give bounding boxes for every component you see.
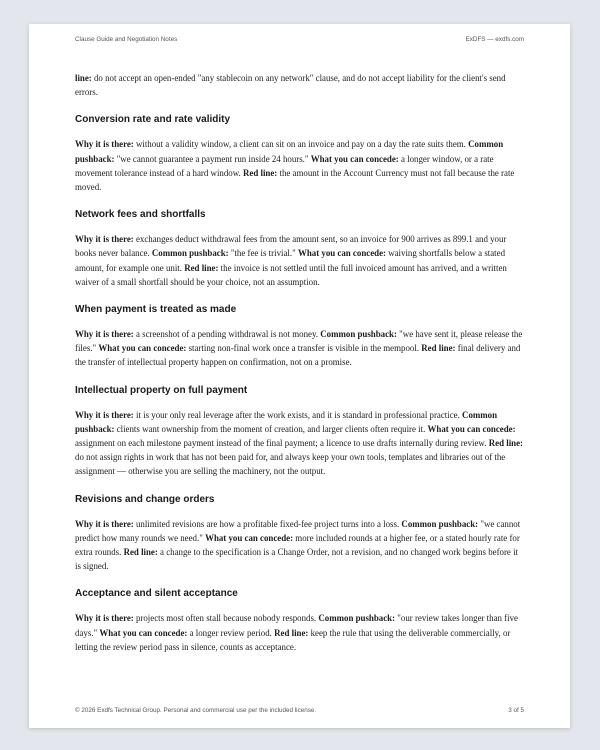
section-paragraph — [75, 611, 524, 654]
why-label: Why it is there: — [75, 329, 134, 340]
why-text: a screenshot of a pending withdrawal is not money. — [133, 329, 321, 340]
concede-text: waiving shortfalls below a stated amount, for example one unit. — [75, 248, 506, 273]
pushback-text: clients want ownership from the moment of creation, and larger clients often require it. — [114, 423, 428, 434]
redline-text: a change to the specification is a Change Order, not a revision, and no changed work begins before it is signed. — [75, 547, 519, 572]
why-text: projects most often stall because nobody responds. — [133, 613, 319, 624]
pushback-text: "the fee is trivial." — [228, 248, 298, 259]
concede-label: What you can concede: — [310, 153, 399, 164]
redline-label: Red line: — [421, 343, 456, 354]
redline-text: the amount in the Account Currency must not fall because the rate moved. — [75, 167, 515, 193]
pushback-label: Common pushback: — [320, 329, 397, 340]
why-text: it is your only real leverage after the work exists, and it is standard in professional practice. — [133, 409, 463, 420]
concede-text: a longer window, or a rate movement tolerance instead of a hard window. — [75, 153, 494, 178]
pushback-label: Common pushback: — [75, 139, 504, 164]
redline-text: do not assign rights in work that has not been paid for, and always keep your own tools, templates and libraries out of the assignment — otherwise you are selling the machinery, not the output. — [75, 452, 506, 477]
header-site: ExDFS — exdfs.com — [465, 36, 524, 43]
pushback-label: Common pushback: — [75, 409, 498, 434]
concede-label: What you can concede: — [297, 248, 386, 259]
concede-text: a longer review period. — [187, 627, 275, 638]
running-footer — [75, 707, 524, 714]
document-page — [29, 24, 570, 728]
redline-text: keep the rule that using the deliverable commercially, or letting the review period pass in silence, counts as acceptance. — [75, 627, 511, 652]
redline-text: the invoice is not settled until the full invoiced amount has arrived, and a written waiver of a small shortfall should be your choice, not an assumption. — [75, 262, 507, 287]
pushback-label: Common pushback: — [318, 613, 396, 624]
redline-label: Red line: — [243, 167, 278, 178]
why-text: unlimited revisions are how a profitable fixed-fee project turns into a loss. — [133, 518, 402, 529]
pushback-text: "we cannot predict how many rounds we need." — [75, 518, 521, 543]
section-heading: Revisions and change orders — [75, 493, 215, 505]
section-heading: Acceptance and silent acceptance — [75, 588, 238, 600]
pushback-label: Common pushback: — [401, 518, 479, 529]
section-paragraph — [75, 517, 524, 574]
why-label: Why it is there: — [75, 409, 134, 420]
document-body — [75, 71, 524, 668]
why-label: Why it is there: — [75, 139, 134, 150]
header-title: Clause Guide and Negotiation Notes — [75, 36, 178, 43]
section-heading: Conversion rate and rate validity — [75, 114, 231, 126]
why-label: Why it is there: — [75, 518, 134, 529]
section-paragraph — [75, 137, 524, 194]
pushback-label: Common pushback: — [151, 248, 229, 259]
section-paragraph — [75, 232, 524, 289]
why-label: Why it is there: — [75, 234, 134, 245]
pushback-text: "we cannot guarantee a payment run inside 24 hours." — [114, 153, 311, 164]
redline-label: Red line: — [488, 438, 523, 449]
section-heading: Intellectual property on full payment — [75, 384, 248, 396]
section-heading: Network fees and shortfalls — [75, 209, 206, 221]
intro-paragraph — [75, 71, 524, 99]
pushback-text: "our review takes longer than five days." — [75, 613, 518, 638]
why-text: exchanges deduct withdrawal fees from the amount sent, so an invoice for 900 arrives as 899.1 and your books never balance. — [75, 234, 507, 259]
footer-copyright: © 2026 Exdfs Technical Group. Personal and commercial use per the included license. — [75, 707, 317, 714]
intro-text: do not accept an open-ended "any stablecoin on any network" clause, and do not accept liability for the client's send errors. — [75, 73, 506, 98]
page-number: 3 of 5 — [508, 707, 524, 714]
concede-text: more included rounds at a higher fee, or a stated hourly rate for extra rounds. — [75, 532, 520, 558]
section-paragraph — [75, 408, 524, 479]
intro-lead: line: — [75, 73, 92, 83]
section-paragraph — [75, 327, 524, 370]
why-label: Why it is there: — [75, 613, 134, 624]
concede-label: What you can concede: — [205, 532, 294, 543]
concede-text: starting non-final work once a transfer is visible in the mempool. — [186, 343, 422, 354]
why-text: without a validity window, a client can sit on an invoice and pay on a day the rate suits them. — [133, 139, 469, 150]
section-heading: When payment is treated as made — [75, 304, 237, 316]
concede-label: What you can concede: — [99, 627, 188, 638]
redline-label: Red line: — [274, 627, 309, 638]
pushback-text: "we have sent it, please release the files." — [75, 329, 523, 354]
concede-text: assignment on each milestone payment instead of the final payment; a licence to use drafts internally during review. — [75, 438, 489, 449]
concede-label: What you can concede: — [98, 343, 187, 354]
redline-label: Red line: — [123, 547, 158, 558]
redline-text: final delivery and the transfer of intellectual property happen on confirmation, not on a promise. — [75, 343, 521, 368]
running-header — [75, 36, 524, 43]
concede-label: What you can concede: — [427, 423, 516, 434]
redline-label: Red line: — [184, 262, 219, 273]
